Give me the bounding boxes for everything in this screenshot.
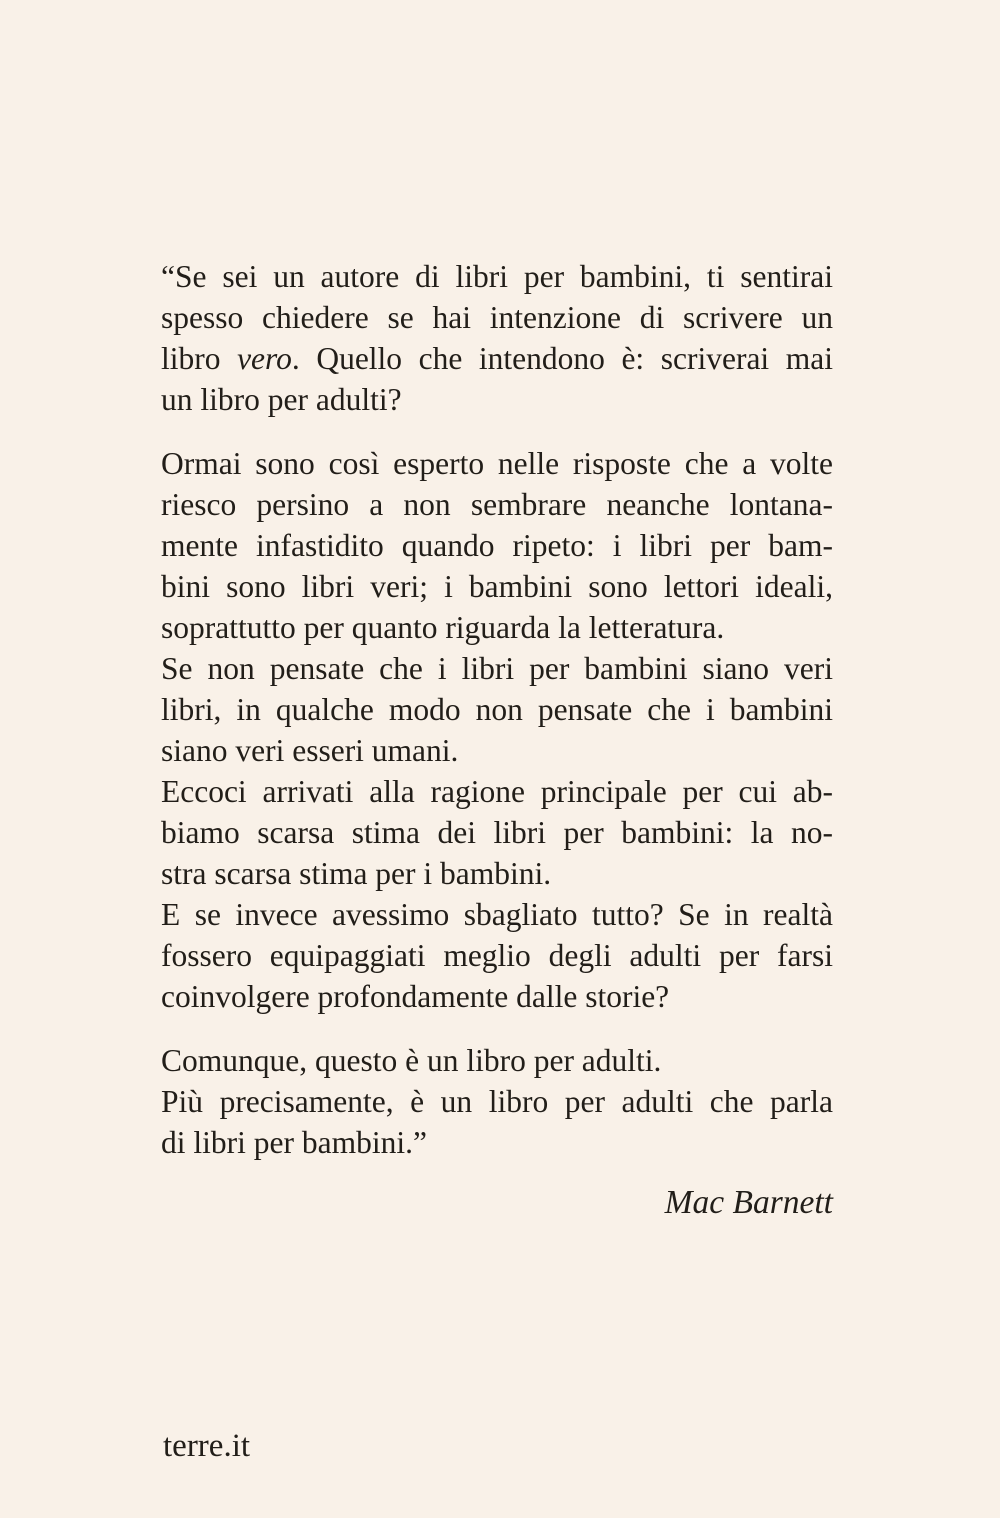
quote-block [161, 1040, 833, 1163]
quote-line [161, 771, 833, 812]
quote-segment: siano veri esseri umani. [161, 733, 459, 768]
quote-segment: riesco persino a non sembrare neanche lontana- [161, 487, 833, 522]
quote-paragraph [161, 256, 833, 420]
quote-segment: stra scarsa stima per i bambini. [161, 856, 552, 891]
quote-segment: mente infastidito quando ripeto: i libri per bam- [161, 528, 833, 563]
quote-paragraph [161, 894, 833, 1017]
quote-line [161, 443, 833, 484]
quote-line [161, 566, 833, 607]
quote-segment: bini sono libri veri; i bambini sono lettori ideali, [161, 569, 833, 604]
quote-paragraph [161, 771, 833, 894]
quote-segment: coinvolgere profondamente dalle storie? [161, 979, 670, 1014]
publisher-logo [163, 1426, 250, 1467]
quote-segment: libri, in qualche modo non pensate che i bambini [161, 692, 833, 727]
quote-segment: biamo scarsa stima dei libri per bambini: la no- [161, 815, 833, 850]
quote-line [161, 379, 833, 420]
quote-segment: Eccoci arrivati alla ragione principale per cui ab- [161, 774, 833, 809]
quote-segment: spesso chiedere se hai intenzione di scrivere un [161, 300, 833, 335]
quote-segment: un libro per adulti? [161, 382, 402, 417]
quote-segment: Più precisamente, è un libro per adulti che parla [161, 1084, 833, 1119]
quote-line [161, 812, 833, 853]
quote-segment: di libri per bambini.” [161, 1125, 427, 1160]
quote-segment: “Se sei un autore di libri per bambini, ti sentirai [161, 259, 833, 294]
quote-line [161, 256, 833, 297]
quote-line [161, 525, 833, 566]
quote-paragraph [161, 1081, 833, 1163]
quote-line [161, 338, 833, 379]
quote-paragraph [161, 648, 833, 771]
quote-segment: Comunque, questo è un libro per adulti. [161, 1043, 662, 1078]
quote-line [161, 297, 833, 338]
author-name: Mac Barnett [664, 1184, 833, 1221]
quote-line [161, 730, 833, 771]
quote-line [161, 894, 833, 935]
quote-block [161, 443, 833, 1017]
quote-segment: libro [161, 341, 238, 376]
quote-line [161, 1040, 833, 1081]
quote-text-column [161, 256, 833, 1223]
publisher-name: terre.it [163, 1428, 251, 1464]
quote-segment: soprattutto per quanto riguarda la letteratura. [161, 610, 725, 645]
attribution [161, 1182, 833, 1223]
quote-segment: fossero equipaggiati meglio degli adulti per farsi [161, 938, 833, 973]
quote-line [161, 1122, 833, 1163]
quote-line [161, 1081, 833, 1122]
quote-line [161, 853, 833, 894]
quote-line [161, 689, 833, 730]
quote-segment: . Quello che intendono è: scriverai mai [291, 341, 833, 376]
quote-line [161, 484, 833, 525]
quote-segment: Ormai sono così esperto nelle risposte che a volte [161, 446, 833, 481]
quote-line [161, 976, 833, 1017]
quote-line [161, 607, 833, 648]
quote-paragraph [161, 1040, 833, 1081]
quote-segment-italic: vero [237, 341, 292, 376]
quote-paragraph [161, 443, 833, 648]
quote-line [161, 648, 833, 689]
quote-block [161, 256, 833, 420]
quote-segment: E se invece avessimo sbagliato tutto? Se in realtà [161, 897, 833, 932]
quote-line [161, 935, 833, 976]
quote-blocks [161, 256, 833, 1163]
quote-segment: Se non pensate che i libri per bambini siano veri [161, 651, 833, 686]
